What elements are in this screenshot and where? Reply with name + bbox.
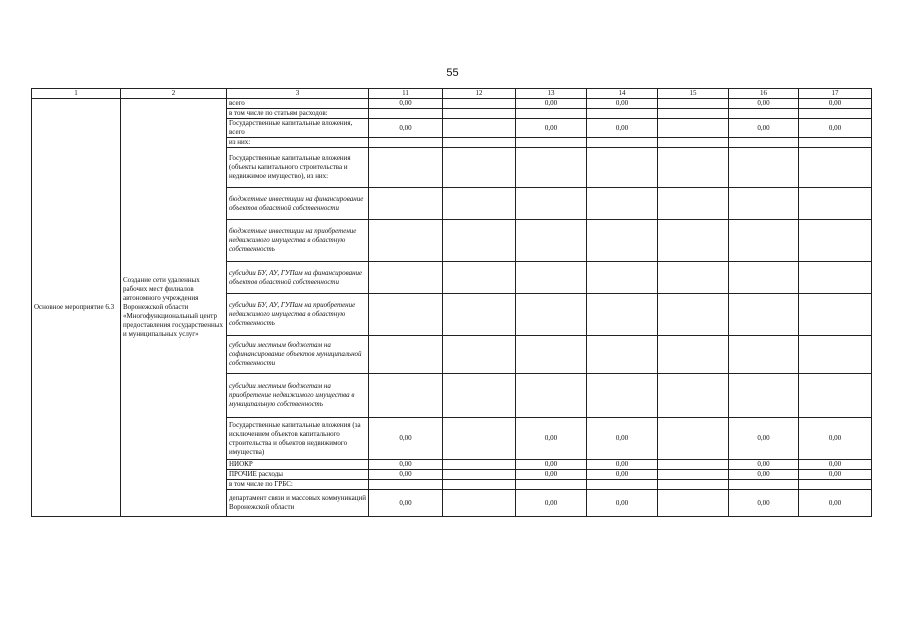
value-cell (587, 109, 658, 119)
value-cell: 0,00 (729, 470, 799, 480)
value-cell (658, 119, 729, 138)
row-label: субсидии БУ, АУ, ГУПам на финансирование объектов областной собственности (227, 262, 369, 294)
value-cell (443, 490, 516, 517)
header-row (32, 89, 872, 99)
value-cell (729, 374, 799, 418)
value-cell: 0,00 (729, 460, 799, 470)
value-cell: 0,00 (799, 119, 872, 138)
value-cell: 0,00 (369, 470, 443, 480)
value-cell: 0,00 (369, 99, 443, 109)
value-cell: 0,00 (369, 490, 443, 517)
value-cell (369, 188, 443, 220)
value-cell (369, 138, 443, 148)
row-label: субсидии БУ, АУ, ГУПам на приобретение недвижимого имущества в областную собственность (227, 294, 369, 336)
value-cell: 0,00 (516, 470, 587, 480)
row-label: Государственные капитальные вложения, всего (227, 119, 369, 138)
value-cell (443, 262, 516, 294)
row-label: субсидии местным бюджетам на софинансирование объектов муниципальной собственности (227, 336, 369, 374)
value-cell: 0,00 (729, 99, 799, 109)
value-cell (443, 336, 516, 374)
value-cell (443, 138, 516, 148)
value-cell (658, 188, 729, 220)
value-cell (443, 148, 516, 188)
value-cell: 0,00 (587, 119, 658, 138)
value-cell (587, 480, 658, 490)
header-col-2: 2 (121, 89, 227, 99)
value-cell (369, 109, 443, 119)
header-col-17: 17 (799, 89, 872, 99)
table-header (32, 89, 872, 99)
value-cell (799, 188, 872, 220)
value-cell (587, 148, 658, 188)
value-cell (516, 480, 587, 490)
value-cell: 0,00 (369, 460, 443, 470)
value-cell (516, 188, 587, 220)
value-cell (729, 262, 799, 294)
value-cell (799, 262, 872, 294)
value-cell (658, 418, 729, 460)
value-cell (658, 374, 729, 418)
event-cell: Основное мероприятие 6.3 (32, 99, 121, 517)
value-cell (729, 480, 799, 490)
value-cell (658, 148, 729, 188)
value-cell (516, 148, 587, 188)
header-col-1: 1 (32, 89, 121, 99)
value-cell (658, 262, 729, 294)
value-cell (516, 262, 587, 294)
value-cell (658, 480, 729, 490)
header-col-14: 14 (587, 89, 658, 99)
value-cell (587, 336, 658, 374)
row-label: субсидии местным бюджетам на приобретение недвижимого имущества в муниципальную собственность (227, 374, 369, 418)
value-cell: 0,00 (369, 418, 443, 460)
value-cell (799, 374, 872, 418)
value-cell (516, 220, 587, 262)
value-cell (799, 109, 872, 119)
value-cell (516, 336, 587, 374)
value-cell (658, 336, 729, 374)
value-cell (443, 460, 516, 470)
value-cell (658, 99, 729, 109)
row-label: бюджетные инвестиции на финансирование объектов областной собственности (227, 188, 369, 220)
value-cell (443, 99, 516, 109)
value-cell (729, 336, 799, 374)
value-cell: 0,00 (729, 119, 799, 138)
value-cell (443, 418, 516, 460)
page-number: 55 (446, 67, 459, 79)
row-label: в том числе по статьям расходов: (227, 109, 369, 119)
row-label: департамент связи и массовых коммуникаций Воронежской области (227, 490, 369, 517)
table-body (32, 99, 872, 517)
value-cell (587, 138, 658, 148)
value-cell: 0,00 (516, 490, 587, 517)
value-cell (516, 109, 587, 119)
value-cell (799, 336, 872, 374)
row-label: бюджетные инвестиции на приобретение недвижимого имущества в областную собственность (227, 220, 369, 262)
value-cell (587, 294, 658, 336)
value-cell: 0,00 (799, 418, 872, 460)
row-label: из них: (227, 138, 369, 148)
value-cell (369, 374, 443, 418)
value-cell (658, 460, 729, 470)
value-cell (443, 374, 516, 418)
header-col-13: 13 (516, 89, 587, 99)
value-cell (587, 374, 658, 418)
value-cell (799, 294, 872, 336)
value-cell (658, 294, 729, 336)
value-cell (443, 470, 516, 480)
value-cell (587, 220, 658, 262)
value-cell (369, 336, 443, 374)
value-cell (729, 188, 799, 220)
value-cell (516, 294, 587, 336)
event-description-cell: Создание сети удаленных рабочих мест филиалов автономного учреждения Воронежской области «Многофункциональный центр предоставления государственных и муниципальных услуг» (121, 99, 227, 517)
value-cell: 0,00 (587, 99, 658, 109)
row-label: Государственные капитальные вложения (за исключением объектов капитального строительства и объектов недвижимого имущества) (227, 418, 369, 460)
value-cell: 0,00 (587, 470, 658, 480)
header-col-12: 12 (443, 89, 516, 99)
value-cell (443, 294, 516, 336)
value-cell: 0,00 (516, 119, 587, 138)
value-cell (658, 470, 729, 480)
row-label: всего (227, 99, 369, 109)
value-cell (729, 148, 799, 188)
value-cell: 0,00 (799, 460, 872, 470)
value-cell (516, 138, 587, 148)
value-cell (658, 490, 729, 517)
value-cell: 0,00 (799, 99, 872, 109)
value-cell (799, 138, 872, 148)
header-col-11: 11 (369, 89, 443, 99)
value-cell: 0,00 (729, 490, 799, 517)
value-cell: 0,00 (729, 418, 799, 460)
value-cell (369, 480, 443, 490)
value-cell (443, 480, 516, 490)
value-cell (799, 220, 872, 262)
value-cell (658, 220, 729, 262)
value-cell: 0,00 (516, 99, 587, 109)
budget-table (31, 88, 872, 517)
value-cell: 0,00 (799, 470, 872, 480)
value-cell: 0,00 (587, 418, 658, 460)
value-cell (443, 220, 516, 262)
value-cell (587, 188, 658, 220)
value-cell (658, 109, 729, 119)
value-cell (799, 480, 872, 490)
row-label: Государственные капитальные вложения (объекты капитального строительства и недвижимое имущество), из них: (227, 148, 369, 188)
header-col-15: 15 (658, 89, 729, 99)
value-cell (729, 294, 799, 336)
value-cell (369, 220, 443, 262)
value-cell: 0,00 (587, 460, 658, 470)
value-cell (516, 374, 587, 418)
value-cell (729, 138, 799, 148)
row-label: ПРОЧИЕ расходы (227, 470, 369, 480)
header-col-3: 3 (227, 89, 369, 99)
row-label: в том числе по ГРБС: (227, 480, 369, 490)
value-cell (369, 148, 443, 188)
value-cell (369, 262, 443, 294)
value-cell (369, 294, 443, 336)
value-cell: 0,00 (369, 119, 443, 138)
value-cell (729, 220, 799, 262)
value-cell: 0,00 (516, 418, 587, 460)
value-cell (799, 148, 872, 188)
value-cell: 0,00 (587, 490, 658, 517)
value-cell (587, 262, 658, 294)
row-label: НИОКР (227, 460, 369, 470)
value-cell (658, 138, 729, 148)
value-cell (729, 109, 799, 119)
table-row (32, 99, 872, 109)
value-cell (443, 188, 516, 220)
value-cell: 0,00 (799, 490, 872, 517)
value-cell (443, 109, 516, 119)
value-cell: 0,00 (516, 460, 587, 470)
value-cell (443, 119, 516, 138)
header-col-16: 16 (729, 89, 799, 99)
